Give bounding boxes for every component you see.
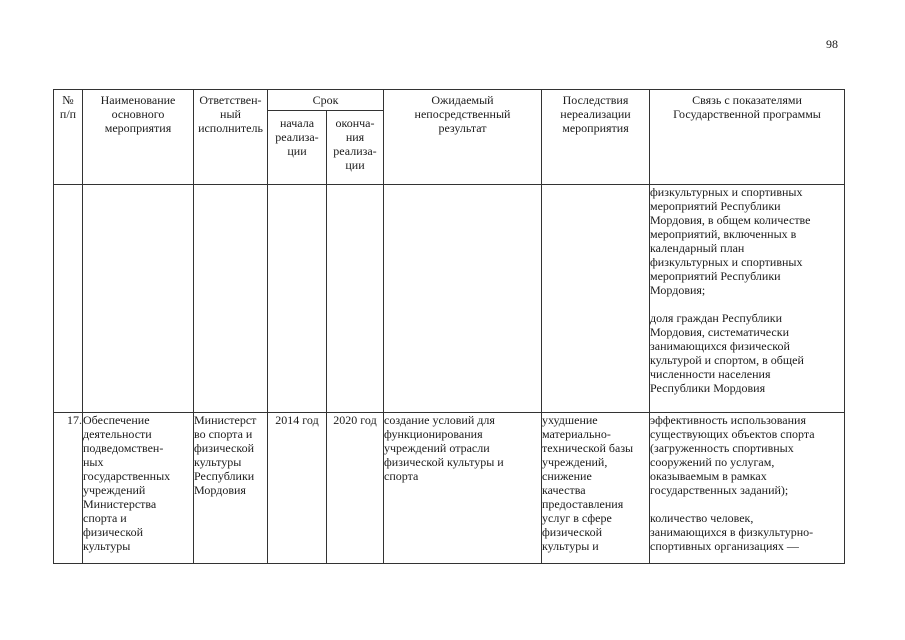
table-row-17 [54,413,845,564]
cell-executor [194,185,268,413]
header-executor: Ответствен- ный исполнитель [194,90,268,185]
cell-name: Обеспечение деятельности подведомствен- ных государственных учреждений Министерства спорта и физической культуры [83,413,194,564]
header-num: № п/п [54,90,83,185]
header-name: Наименование основного мероприятия [83,90,194,185]
cell-name [83,185,194,413]
cell-end [327,185,384,413]
link-paragraph: доля граждан Республики Мордовия, систематически занимающихся физической культурой и спортом, в общей численности населения Республики Мордовия [650,311,804,395]
cell-consequences [542,185,650,413]
header-term-end: оконча- ния реализа- ции [327,111,384,185]
cell-end: 2020 год [327,413,384,564]
cell-start [268,185,327,413]
header-term-start: начала реализа- ции [268,111,327,185]
header-link: Связь с показателями Государственной программы [650,90,845,185]
cell-num [54,185,83,413]
cell-expected [384,185,542,413]
cell-num: 17. [54,413,83,564]
header-expected: Ожидаемый непосредственный результат [384,90,542,185]
link-paragraph: эффективность использования существующих объектов спорта (загруженность спортивных сооружений по услугам, оказываемым в рамках государственных заданий); [650,413,815,497]
link-paragraph: количество человек, занимающихся в физкультурно- спортивных организациях — [650,511,814,553]
header-row [54,90,845,111]
page-number: 98 [826,37,838,51]
activities-table [53,89,845,564]
cell-consequences: ухудшение материально- технической базы учреждений, снижение качества предоставления услуг в сфере физической культуры и [542,413,650,564]
cell-executor: Министерст во спорта и физической культуры Республики Мордовия [194,413,268,564]
cell-expected: создание условий для функционирования учреждений отрасли физической культуры и спорта [384,413,542,564]
link-paragraph: физкультурных и спортивных мероприятий Республики Мордовия, в общем количестве мероприятий, включенных в календарный план физкультурных и спортивных мероприятий Республики Мордовия; [650,185,811,297]
table-row-continuation [54,185,845,413]
cell-start: 2014 год [268,413,327,564]
cell-link [650,185,845,413]
header-consequences: Последствия нереализации мероприятия [542,90,650,185]
header-term: Срок [268,90,384,111]
cell-link [650,413,845,564]
